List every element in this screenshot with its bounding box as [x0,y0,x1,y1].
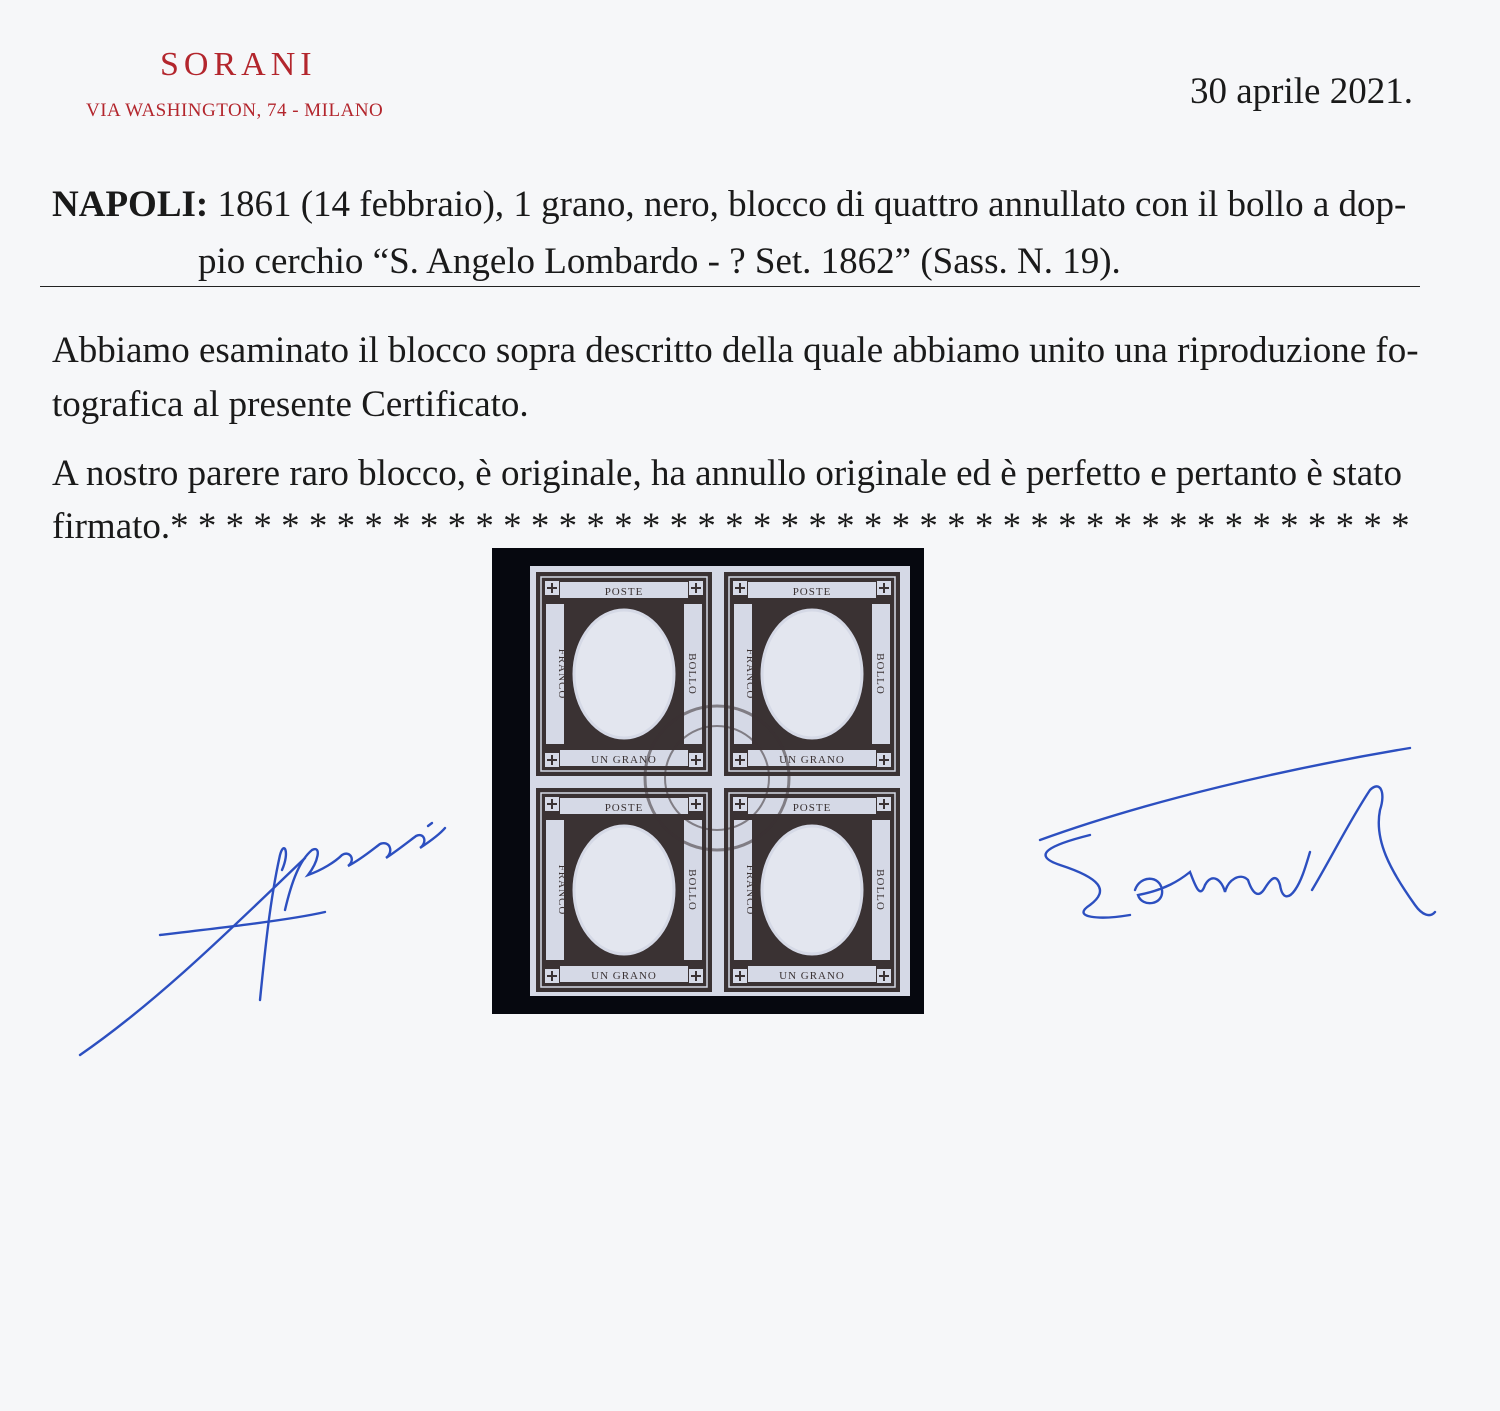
stamp-top-label: POSTE [604,586,644,598]
subject-line-2: pio cerchio “S. Angelo Lombardo - ? Set. 1862” (Sass. N. 19). [198,241,1121,282]
stamp-value-label: UN GRANO [591,754,657,766]
stamp-top-label: POSTE [792,802,832,814]
stamp-value-label: UN GRANO [779,970,845,982]
stamp-block-photo [492,548,924,1014]
stamp-right-label: BOLLO [874,869,886,911]
stamp-top-label: POSTE [604,802,644,814]
stamp-right-label: BOLLO [874,653,886,695]
examination-line-1: Abbiamo esaminato il blocco sopra descritto della quale abbiamo unito una riproduzione fo- [52,330,1419,371]
stamp-right-label: BOLLO [686,869,698,911]
certificate-date: 30 aprile 2021. [1190,71,1413,112]
divider-rule [40,286,1420,287]
subject-heading: NAPOLI: [52,184,209,225]
stamp-1 [536,572,712,776]
stamp-top-label: POSTE [792,586,832,598]
letterhead-name: SORANI [160,46,317,83]
signature-right-strokes [1040,748,1435,918]
stamp-portrait-oval [574,610,674,738]
signature-right [1030,740,1450,930]
stamp-left-label: FRANCO [744,648,756,700]
subject-line-1 [52,176,1406,234]
stamp-value-label: UN GRANO [591,970,657,982]
stamp-portrait-oval [762,826,862,954]
examination-line-2: tografica al presente Certificato. [52,384,529,425]
stamp-portrait-oval [574,826,674,954]
opinion-line-1: A nostro parere raro blocco, è originale, ha annullo originale ed è perfetto e pertanto è stato [52,453,1402,494]
stamp-left-label: FRANCO [556,648,568,700]
stamp-right-label: BOLLO [686,653,698,695]
stamp-left-label: FRANCO [556,864,568,916]
subject-description: 1861 (14 febbraio), 1 grano, nero, blocco di quattro annullato con il bollo a dop- [208,184,1407,225]
stamp-portrait-oval [762,610,862,738]
stamp-left-label: FRANCO [744,864,756,916]
signature-left-strokes [80,823,445,1055]
stamp-2 [724,572,900,776]
opinion-line-2: firmato.* * * * * * * * * * * * * * * * * * * * * * * * * * * * * * * * * * * * * * * * * * * * * [52,506,1410,547]
signature-left [60,800,460,1070]
letterhead-address: VIA WASHINGTON, 74 - MILANO [86,100,384,121]
stamp-value-label: UN GRANO [779,754,845,766]
